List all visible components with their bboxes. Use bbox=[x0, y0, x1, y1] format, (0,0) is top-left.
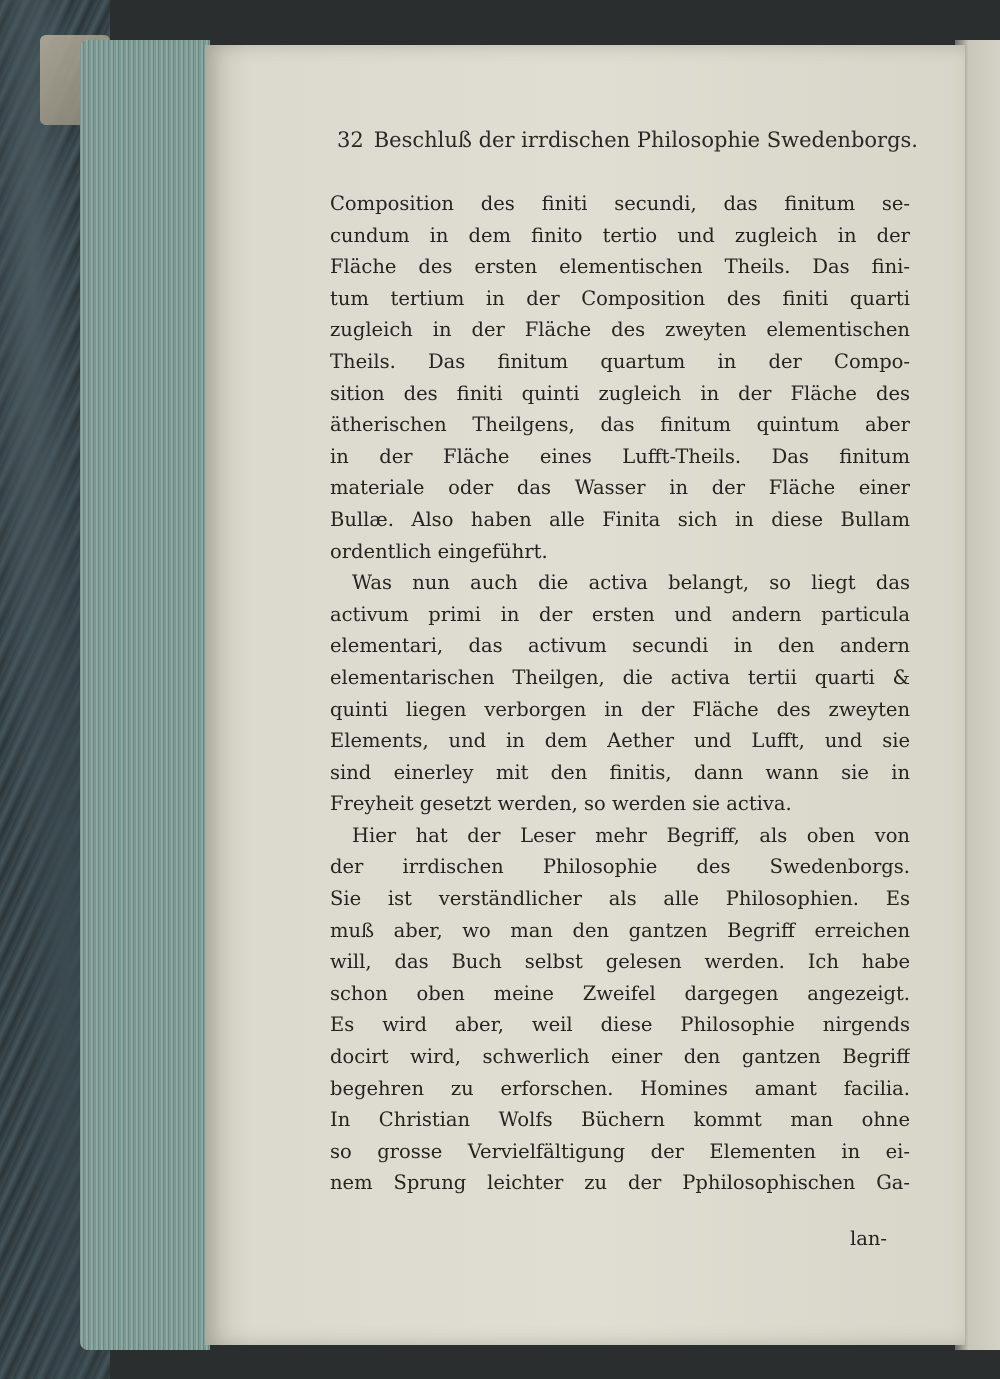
text-line: Freyheit gesetzt werden, so werden sie activa. bbox=[330, 792, 792, 816]
text-line: in der Fläche eines Lufft-Theils. Das finitum bbox=[330, 444, 910, 468]
text-line: Fläche des ersten elementischen Theils. Das fini- bbox=[330, 255, 910, 279]
text-line: Bullæ. Also haben alle Finita sich in diese Bullam bbox=[330, 507, 910, 531]
text-line: will, das Buch selbst gelesen werden. Ich habe bbox=[330, 950, 910, 974]
text-line: Es wird aber, weil diese Philosophie nirgends bbox=[330, 1013, 910, 1037]
running-head-title: Beschluß der irrdischen Philosophie Swedenborgs. bbox=[373, 128, 918, 152]
text-line: Hier hat der Leser mehr Begriff, als oben von bbox=[352, 823, 910, 847]
text-line: so grosse Vervielfältigung der Elementen in ei- bbox=[330, 1139, 910, 1163]
text-line: In Christian Wolfs Büchern kommt man ohne bbox=[330, 1108, 910, 1132]
text-line: Theils. Das finitum quartum in der Compo- bbox=[330, 349, 910, 373]
text-line: ordentlich eingeführt. bbox=[330, 539, 548, 563]
text-line: tum tertium in der Composition des finiti quarti bbox=[330, 286, 910, 310]
text-line: elementarischen Theilgen, die activa tertii quarti & bbox=[330, 665, 910, 689]
text-line: Was nun auch die activa belangt, so liegt das bbox=[352, 571, 910, 595]
text-line: sition des finiti quinti zugleich in der Fläche des bbox=[330, 381, 910, 405]
text-line: der irrdischen Philosophie des Swedenborgs. bbox=[330, 855, 910, 879]
text-line: docirt wird, schwerlich einer den gantzen Begriff bbox=[330, 1045, 910, 1069]
text-line: Composition des finiti secundi, das finitum se- bbox=[330, 192, 910, 215]
text-line: muß aber, wo man den gantzen Begriff erreichen bbox=[330, 918, 910, 942]
running-header bbox=[337, 128, 918, 152]
text-line: materiale oder das Wasser in der Fläche einer bbox=[330, 476, 910, 500]
page-edges bbox=[80, 40, 210, 1350]
text-line: elementari, das activum secundi in den andern bbox=[330, 634, 910, 658]
text-line: nem Sprung leichter zu der Pphilosophischen Ga- bbox=[330, 1171, 910, 1195]
text-line: schon oben meine Zweifel dargegen angezeigt. bbox=[330, 981, 910, 1005]
body-text bbox=[330, 188, 910, 1199]
text-line: quinti liegen verborgen in der Fläche des zweyten bbox=[330, 697, 910, 721]
text-line: begehren zu erforschen. Homines amant facilia. bbox=[330, 1076, 910, 1100]
text-line: zugleich in der Fläche des zweyten elementischen bbox=[330, 318, 910, 342]
text-line: sind einerley mit den finitis, dann wann sie in bbox=[330, 760, 910, 784]
text-line: cundum in dem finito tertio und zugleich in der bbox=[330, 223, 910, 247]
page-number: 32 bbox=[337, 128, 364, 152]
catchword: lan- bbox=[850, 1227, 888, 1250]
text-line: Sie ist verständlicher als alle Philosophien. Es bbox=[330, 887, 910, 911]
text-line: activum primi in der ersten und andern particula bbox=[330, 602, 910, 626]
text-line: ätherischen Theilgens, das finitum quintum aber bbox=[330, 413, 910, 437]
text-line: Elements, und in dem Aether und Lufft, und sie bbox=[330, 729, 910, 753]
